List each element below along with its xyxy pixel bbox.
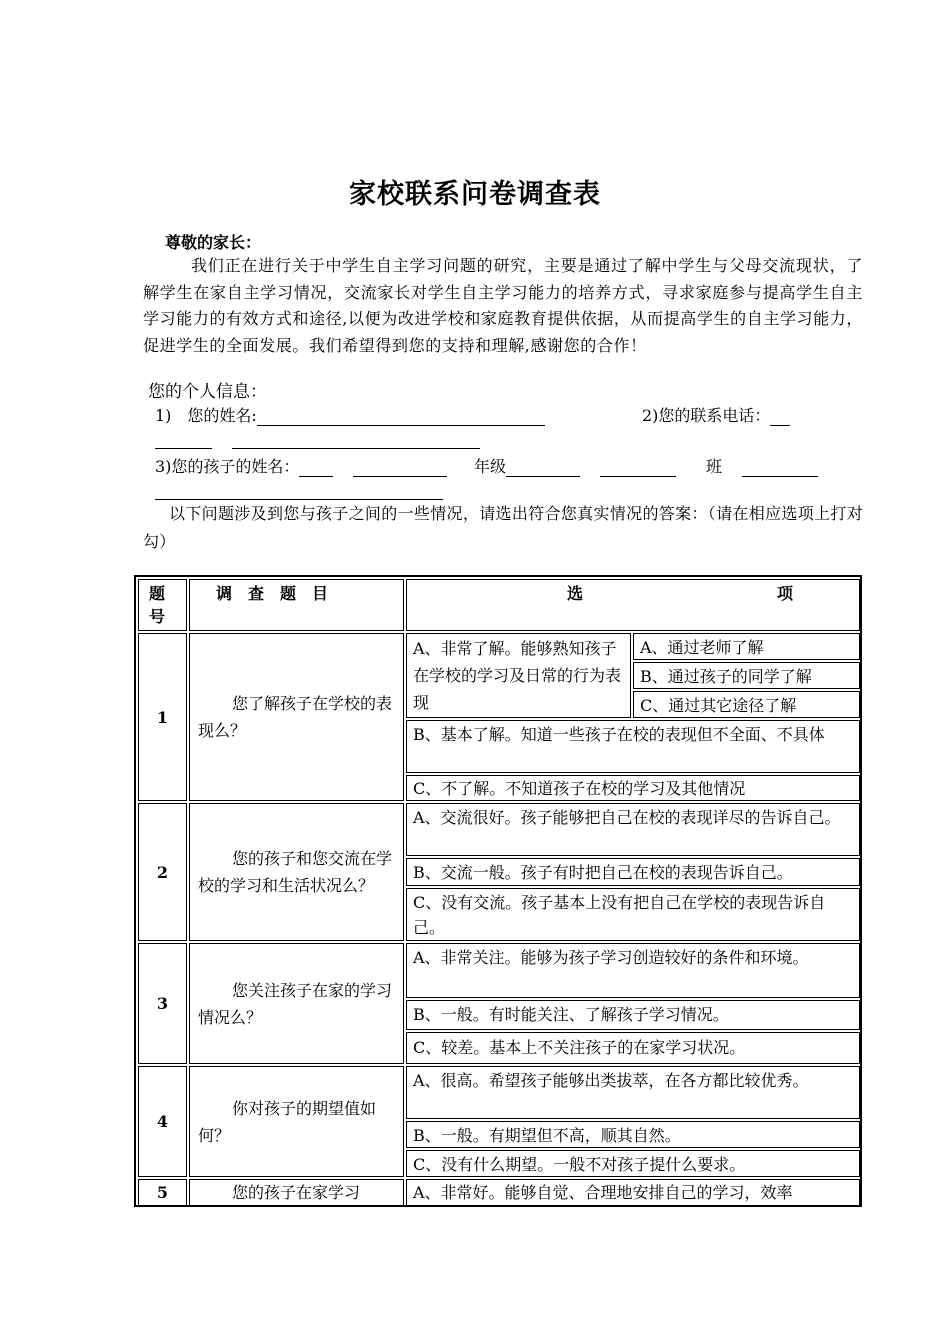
row1-sub-a[interactable]: A、通过老师了解 <box>633 633 860 660</box>
row3-question: 您关注孩子在家的学习情况么？ <box>189 943 404 1064</box>
grade-blank[interactable] <box>506 459 580 477</box>
header-question: 调 查 题 目 <box>189 579 404 631</box>
survey-table <box>134 575 862 1207</box>
phone-label: 2)您的联系电话： <box>642 406 771 425</box>
salutation: 尊敬的家长： <box>165 233 262 252</box>
class-blank[interactable] <box>742 459 818 477</box>
header-num: 题号 <box>138 579 187 631</box>
header-options <box>406 579 860 631</box>
row4-option-a[interactable]: A、很高。希望孩子能够出类拔萃，在各方都比较优秀。 <box>406 1066 860 1119</box>
row1-option-b[interactable]: B、基本了解。知道一些孩子在校的表现但不全面、不具体 <box>406 720 860 773</box>
child-name-label: 3)您的孩子的姓名： <box>155 457 300 476</box>
instruction: 以下问题涉及到您与孩子之间的一些情况，请选出符合您真实情况的答案：（请在相应选项上打对勾） <box>143 504 863 551</box>
row5-num: 5 <box>138 1179 187 1205</box>
child-info-blank-continued[interactable] <box>155 481 443 500</box>
row2-num: 2 <box>138 803 187 941</box>
class-field[interactable] <box>706 454 818 477</box>
row2-option-a[interactable]: A、交流很好。孩子能够把自己在校的表现详尽的告诉自己。 <box>406 803 860 856</box>
phone-blank-continued[interactable] <box>155 430 480 449</box>
row1-option-c[interactable]: C、不了解。不知道孩子在校的学习及其他情况 <box>406 775 860 801</box>
row4-option-c[interactable]: C、没有什么期望。一般不对孩子提什么要求。 <box>406 1150 860 1177</box>
intro-paragraph: 我们正在进行关于中学生自主学习问题的研究，主要是通过了解中学生与父母交流现状，了解学生在家自主学习情况，交流家长对学生自主学习能力的培养方式，寻求家庭参与提高学生自主学习能力的有效方式和途径,以便为改进学校和家庭教育提供依据，从而提高学生的自主学习能力，促进学生的全面发展。我们希望得到您的支持和理解,感谢您的合作！ <box>143 256 863 355</box>
header-options-b: 项 <box>777 584 794 603</box>
row1-sub-b[interactable]: B、通过孩子的同学了解 <box>633 662 860 689</box>
row1-sub-c[interactable]: C、通过其它途径了解 <box>633 691 860 718</box>
row3-option-c[interactable]: C、较差。基本上不关注孩子的在家学习状况。 <box>406 1032 860 1064</box>
row2-option-b[interactable]: B、交流一般。孩子有时把自己在校的表现告诉自己。 <box>406 858 860 886</box>
grade-field[interactable] <box>474 454 676 477</box>
header-options-a: 选 <box>567 584 584 603</box>
child-name-field[interactable] <box>155 454 447 477</box>
info-heading: 您的个人信息： <box>148 382 267 402</box>
grade-label: 年级 <box>474 457 507 476</box>
row4-option-b[interactable]: B、一般。有期望但不高，顺其自然。 <box>406 1121 860 1148</box>
row2-option-c[interactable]: C、没有交流。孩子基本上没有把自己在学校的表现告诉自己。 <box>406 888 860 941</box>
row5-question: 您的孩子在家学习 <box>189 1179 404 1205</box>
row1-question: 您了解孩子在学校的表现么？ <box>189 633 404 801</box>
row3-option-a[interactable]: A、非常关注。能够为孩子学习创造较好的条件和环境。 <box>406 943 860 998</box>
row3-num: 3 <box>138 943 187 1064</box>
row4-question: 你对孩子的期望值如何？ <box>189 1066 404 1177</box>
page-title: 家校联系问卷调查表 <box>349 179 601 210</box>
row1-num: 1 <box>138 633 187 801</box>
class-label: 班 <box>706 457 723 476</box>
row2-question: 您的孩子和您交流在学校的学习和生活状况么？ <box>189 803 404 941</box>
name-blank[interactable] <box>257 408 545 426</box>
name-field[interactable] <box>155 403 545 426</box>
row1-option-a[interactable]: A、非常了解。能够熟知孩子在学校的学习及日常的行为表现 <box>406 633 631 718</box>
phone-field[interactable] <box>642 403 790 426</box>
child-name-blank[interactable] <box>299 459 333 477</box>
row5-option-a[interactable]: A、非常好。能够自觉、合理地安排自己的学习，效率 <box>406 1179 860 1205</box>
row4-num: 4 <box>138 1066 187 1177</box>
phone-blank[interactable] <box>770 408 790 426</box>
name-label: 1) 您的姓名: <box>155 406 257 425</box>
row3-option-b[interactable]: B、一般。有时能关注、了解孩子学习情况。 <box>406 1000 860 1030</box>
